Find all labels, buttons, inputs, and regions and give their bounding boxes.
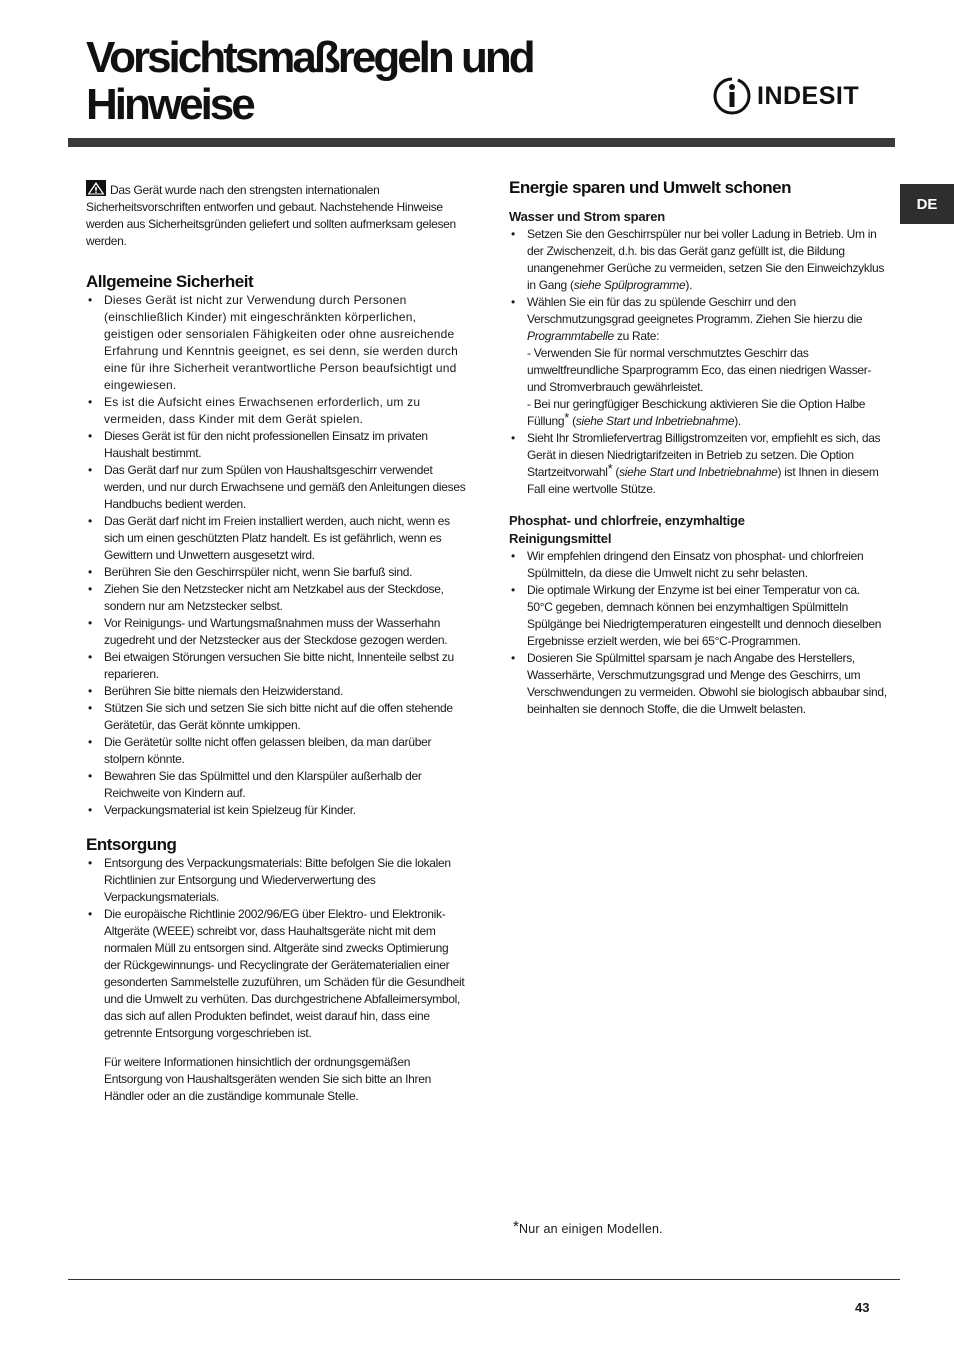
footnote-marker: * xyxy=(513,1218,520,1235)
item-text: Sieht Ihr Stromliefervertrag Billigstromzeiten vor, empfiehlt es sich, das Gerät in diesen Niedrigtarifzeiten in Betrieb zu setzen. Die Option Startzeitvorwahl xyxy=(527,431,881,479)
sub-item: - Verwenden Sie für normal verschmutztes Geschirr das umweltfreundliche Sparprogramm Eco, das einen niedrigen Wasser- und Stromverbrauch gewährleistet. xyxy=(527,346,872,394)
heading-detergents xyxy=(509,512,887,548)
title-line-2: Hinweise xyxy=(86,80,253,129)
list-item: • Das Gerät darf nicht im Freien installiert werden, auch nicht, wenn es sich um einen geschützten Platz handelt. Es ist gefährlich, wenn es Gewittern und Unwettern ausgesetzt wird. xyxy=(86,513,466,564)
list-item: • Die europäische Richtlinie 2002/96/EG über Elektro- und Elektronik-Altgeräte (WEEE) schreibt vor, dass Hauhaltsgeräte nicht mit dem normalen Müll zu entsorgen sind. Altgeräte sind zwecks Optimierung der Rückgewinnungs- und Recyclingrate der Gerätematerialien einer gesonderten Sammelstelle zuzuführen, um Schäden für die Gesundheit und die Umwelt zu verhüten. Das durchgestrichene Abfalleimersymbol, das sich auf allen Produkten befindet, weist darauf hin, dass eine getrennte Entsorgung vorgeschrieben ist. xyxy=(86,906,466,1042)
list-item: • Vor Reinigungs- und Wartungsmaßnahmen muss der Wasserhahn zugedreht und der Netzstecker aus der Steckdose gezogen werden. xyxy=(86,615,466,649)
water-list xyxy=(509,226,887,498)
list-item: • Dieses Gerät ist für den nicht professionellen Einsatz im privaten Haushalt bestimmt. xyxy=(86,428,466,462)
header-divider xyxy=(68,138,895,147)
list-item: • Dosieren Sie Spülmittel sparsam je nach Angabe des Herstellers, Wasserhärte, Verschmutzungsgrad und Menge des Geschirrs, um Verschwendungen zu vermeiden. Obwohl sie biologisch abbaubar sind, beinhalten sie dennoch Stoffe, die die Umwelt belasten. xyxy=(509,650,887,718)
intro-text: Das Gerät wurde nach den strengsten internationalen Sicherheitsvorschriften entworfen und gebaut. Nachstehende Hinweise werden aus Sicherheitsgründen geliefert und sollten aufmerksam gelesen werden. xyxy=(86,183,456,248)
item-text: - Bei nur geringfügiger Beschickung aktivieren Sie die Option Halbe Füllung xyxy=(527,397,866,428)
footnote xyxy=(513,1218,663,1236)
language-tab: DE xyxy=(900,184,954,224)
heading-water-power: Wasser und Strom sparen xyxy=(509,209,666,224)
list-item xyxy=(509,294,887,430)
footnote-text: Nur an einigen Modellen. xyxy=(519,1222,663,1236)
list-item: • Die optimale Wirkung der Enzyme ist bei einer Temperatur von ca. 50°C gegeben, demnach können bei enzymhaltigen Spülmitteln Spülgänge bei Niedrigtemperaturen eingestellt und dennoch dieselben Ergebnisse erzielt werden, wie bei 65°C-Programmen. xyxy=(509,582,887,650)
list-item xyxy=(509,226,887,294)
cross-reference: siehe Start und Inbetriebnahme xyxy=(575,414,735,428)
indesit-logo-icon xyxy=(712,76,752,116)
list-item: • Dieses Gerät ist nicht zur Verwendung durch Personen (einschließlich Kinder) mit eingeschränkten körperlichen, geistigen oder sensorialen Fähigkeiten oder ohne ausreichende Erfahrung und Kenntnis geeignet, es sei denn, sie werden durch eine für ihre Sicherheit verantwortliche Person beaufsichtigt und eingewiesen. xyxy=(86,292,466,394)
list-item: • Entsorgung des Verpackungsmaterials: Bitte befolgen Sie die lokalen Richtlinien zur Entsorgung und Wiederverwertung des Verpackungsmaterials. xyxy=(86,855,466,906)
item-text: ) ist Ihnen in diesem Fall eine wertvolle Stütze. xyxy=(527,465,879,496)
list-item: • Es ist die Aufsicht eines Erwachsenen erforderlich, um zu vermeiden, dass Kinder mit dem Gerät spielen. xyxy=(86,394,466,428)
detergent-list xyxy=(509,548,887,718)
list-item: • Verpackungsmaterial ist kein Spielzeug für Kinder. xyxy=(86,802,466,819)
list-item: • Bei etwaigen Störungen versuchen Sie bitte nicht, Innenteile selbst zu reparieren. xyxy=(86,649,466,683)
warning-icon xyxy=(86,180,106,196)
heading-disposal: Entsorgung xyxy=(86,835,177,854)
sub-item: - Bei nur geringfügiger Beschickung aktivieren Sie die Option Halbe Füllung* (siehe Start und Inbetriebnahme). xyxy=(527,397,866,428)
item-text: Setzen Sie den Geschirrspüler nur bei voller Ladung in Betrieb. Um in der Zwischenzeit, d.h. bis das Gerät ganz gefüllt ist, die Bildung unangenehmer Gerüche zu vermeiden, setzen Sie den Einweichzyklus in Gang ( xyxy=(527,227,885,292)
list-item: • Sieht Ihr Stromliefervertrag Billigstromzeiten vor, empfiehlt es sich, das Gerät in diesen Niedrigtarifzeiten in Betrieb zu setzen. Die Option Startzeitvorwahl* (siehe Start und Inbetriebnahme) ist Ihnen in diesem Fall eine wertvolle Stütze. xyxy=(509,430,887,498)
disposal-list xyxy=(86,855,466,1042)
list-item: • Stützen Sie sich und setzen Sie sich bitte nicht auf die offen stehende Gerätetür, das Gerät könnte umkippen. xyxy=(86,700,466,734)
cross-reference: siehe Start und Inbetriebnahme xyxy=(619,465,778,479)
item-text: zu Rate: xyxy=(613,329,660,343)
item-text: Wählen Sie ein für das zu spülende Geschirr und den Verschmutzungsgrad geeignetes Programm. Ziehen Sie hierzu die xyxy=(527,295,863,326)
right-column xyxy=(509,178,887,718)
page-number: 43 xyxy=(855,1300,870,1315)
heading-line: Phosphat- und chlorfreie, enzymhaltige xyxy=(509,513,745,528)
list-item: • Berühren Sie bitte niemals den Heizwiderstand. xyxy=(86,683,466,700)
footer-divider xyxy=(68,1279,900,1280)
heading-line: Reinigungsmittel xyxy=(509,531,612,546)
item-text: ). xyxy=(685,278,693,292)
list-item: • Bewahren Sie das Spülmittel und den Klarspüler außerhalb der Reichweite von Kindern auf. xyxy=(86,768,466,802)
footnote-marker: * xyxy=(607,461,613,476)
intro-paragraph xyxy=(86,180,466,250)
heading-general-safety: Allgemeine Sicherheit xyxy=(86,272,254,291)
brand-wordmark: INDESIT xyxy=(757,81,860,110)
page-title xyxy=(86,34,533,128)
disposal-note: Für weitere Informationen hinsichtlich der ordnungsgemäßen Entsorgung von Haushaltsgeräten wenden Sie sich bitte an Ihren Händler oder an die zuständige kommunale Stelle. xyxy=(104,1055,431,1103)
cross-reference: Programmtabelle xyxy=(527,329,614,343)
indesit-logo xyxy=(712,76,872,116)
title-line-1: Vorsichtsmaßregeln und xyxy=(86,33,533,82)
list-item: • Das Gerät darf nur zum Spülen von Haushaltsgeschirr verwendet werden, und nur durch Erwachsene und gemäß den Anleitungen dieses Handbuchs bedient werden. xyxy=(86,462,466,513)
list-item: • Die Gerätetür sollte nicht offen gelassen bleiben, da man darüber stolpern könnte. xyxy=(86,734,466,768)
list-item: • Ziehen Sie den Netzstecker nicht am Netzkabel aus der Steckdose, sondern nur am Netzstecker selbst. xyxy=(86,581,466,615)
left-column xyxy=(86,178,466,1105)
footnote-marker: * xyxy=(564,410,570,425)
list-item: • Berühren Sie den Geschirrspüler nicht, wenn Sie barfuß sind. xyxy=(86,564,466,581)
list-item: • Wir empfehlen dringend den Einsatz von phosphat- und chlorfreien Spülmitteln, da diese die Umwelt nicht zu sehr belasten. xyxy=(509,548,887,582)
heading-energy-saving: Energie sparen und Umwelt schonen xyxy=(509,178,792,197)
safety-list xyxy=(86,292,466,819)
cross-reference: siehe Spülprogramme xyxy=(573,278,686,292)
